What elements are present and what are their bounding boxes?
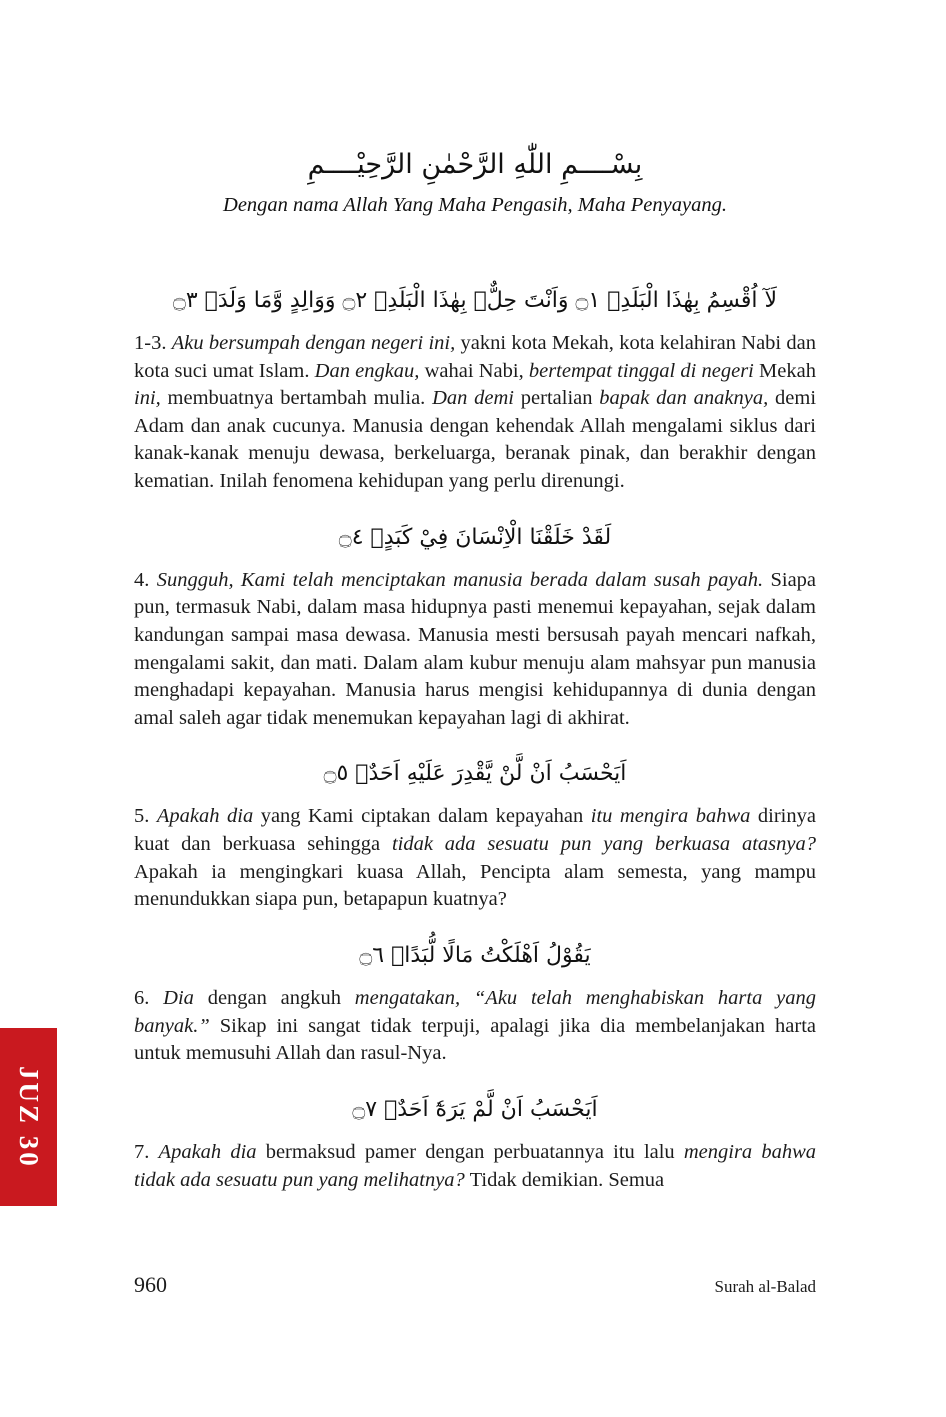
translation-text: ini,	[134, 387, 161, 410]
translation-text: bapak dan anaknya,	[599, 387, 769, 410]
page-content	[134, 146, 816, 1194]
arabic-verse-5: اَيَحْسَبُ اَنْ لَّنْ يَّقْدِرَ عَلَيْهِ اَحَدٌۘ ۝٥	[323, 761, 627, 787]
tafsir-paragraph-4	[134, 567, 816, 733]
translation-text: Dan demi	[432, 387, 515, 410]
commentary-text: demi Adam dan anak cucunya. Manusia dengan kehendak Allah mengalami siklus dari kanak-kanak menuju dewasa, berkeluarga, beranak pinak, dan berakhir dengan kematian. Inilah fenomena kehidupan yang perlu direnungi.	[134, 387, 817, 492]
arabic-verse-6: يَقُوْلُ اَهْلَكْتُ مَالًا لُّبَدًاۗ ۝٦	[359, 942, 591, 968]
page-footer	[134, 1272, 816, 1298]
commentary-text: membuatnya bertambah mulia.	[160, 387, 433, 410]
commentary-text: 6.	[134, 987, 164, 1010]
commentary-text: Apakah ia mengingkari kuasa Allah, Pencipta alam semesta, yang mampu menundukkan siapa pun, betapapun kuatnya?	[134, 860, 816, 911]
commentary-text: 7.	[134, 1141, 159, 1164]
commentary-text: dengan angkuh	[207, 987, 355, 1010]
commentary-text: Tidak demikian. Semua	[464, 1168, 665, 1191]
commentary-text: 5.	[134, 805, 157, 828]
commentary-text: 1-3.	[134, 331, 172, 354]
translation-text: bertempat tinggal di negeri	[528, 359, 760, 382]
translation-text: Sungguh, Kami telah menciptakan manusia berada dalam susah payah.	[156, 568, 764, 591]
arabic-verse-1-3: لَآ اُقْسِمُ بِهٰذَا الْبَلَدِۙ ۝١ وَاَنْتَ حِلٌّۢ بِهٰذَا الْبَلَدِۙ ۝٢ وَوَالِدٍ وَّمَا وَلَدَۙ ۝٣	[172, 287, 778, 313]
verse-section-5	[134, 756, 816, 914]
commentary-text: yakni kota Mekah, kota kelahiran Nabi dan kota suci umat Islam.	[134, 331, 816, 382]
translation-text: Dia	[163, 987, 208, 1010]
surah-name: Surah al-Balad	[714, 1277, 816, 1296]
tafsir-paragraph-5	[134, 803, 816, 913]
tafsir-paragraph-7	[134, 1139, 816, 1194]
commentary-text: dirinya kuat dan berkuasa sehingga	[134, 805, 816, 856]
tafsir-paragraph-1-3	[134, 330, 816, 496]
commentary-text: bermaksud pamer dengan perbuatannya itu lalu	[265, 1141, 684, 1164]
commentary-text: 4.	[134, 568, 157, 591]
translation-text: tidak ada sesuatu pun yang berkuasa atasnya?	[391, 833, 816, 856]
verse-section-7	[134, 1092, 816, 1194]
translation-text: itu mengira bahwa	[590, 805, 758, 828]
translation-text: mengatakan, “Aku telah menghabiskan harta yang banyak.”	[134, 987, 816, 1037]
page-number: 960	[134, 1272, 167, 1297]
translation-text: Dan engkau,	[314, 359, 420, 382]
commentary-text: wahai Nabi,	[419, 359, 529, 382]
commentary-text: yang Kami ciptakan dalam kepayahan	[260, 805, 591, 828]
arabic-verse-4: لَقَدْ خَلَقْنَا الْاِنْسَانَ فِيْ كَبَدٍۗ ۝٤	[338, 524, 612, 550]
commentary-text: Siapa pun, termasuk Nabi, dalam masa hidupnya pasti menemui kepayahan, sejak dalam kandungan sampai masa dewasa. Manusia mesti bersusah payah mencari nafkah, mengalami sakit, dan mati. Dalam alam kubur menuju alam mahsyar pun manusia menghadapi kepayahan. Manusia harus mengisi kehidupannya di dunia dengan amal saleh agar tidak menemukan kepayahan lagi di akhirat.	[134, 568, 817, 729]
bismillah-arabic-calligraphy: بِسْــــمِ اللّٰهِ الرَّحْمٰنِ الرَّحِيْــــمِ	[307, 149, 643, 180]
commentary-text: Sikap ini sangat tidak terpuji, apalagi jika dia membelanjakan harta untuk memusuhi Allah dan rasul-Nya.	[134, 1014, 816, 1065]
translation-text: Apakah dia	[158, 1141, 266, 1164]
juz-tab: JUZ 30	[0, 1028, 57, 1206]
translation-text: Apakah dia	[156, 805, 261, 828]
bismillah-translation: Dengan nama Allah Yang Maha Pengasih, Maha Penyayang.	[223, 193, 727, 216]
tafsir-paragraph-6	[134, 985, 816, 1068]
verse-section-6	[134, 938, 816, 1068]
verse-section-1-3	[134, 283, 816, 496]
commentary-text: Mekah	[759, 359, 816, 382]
translation-text: mengira bahwa tidak ada sesuatu pun yang melihatnya?	[134, 1141, 817, 1191]
verse-section-4	[134, 520, 816, 733]
arabic-verse-7: اَيَحْسَبُ اَنْ لَّمْ يَرَهٗٓ اَحَدٌۗ ۝٧	[352, 1096, 598, 1122]
commentary-text: pertalian	[514, 387, 600, 410]
translation-text: Aku bersumpah dengan negeri ini,	[171, 331, 456, 354]
